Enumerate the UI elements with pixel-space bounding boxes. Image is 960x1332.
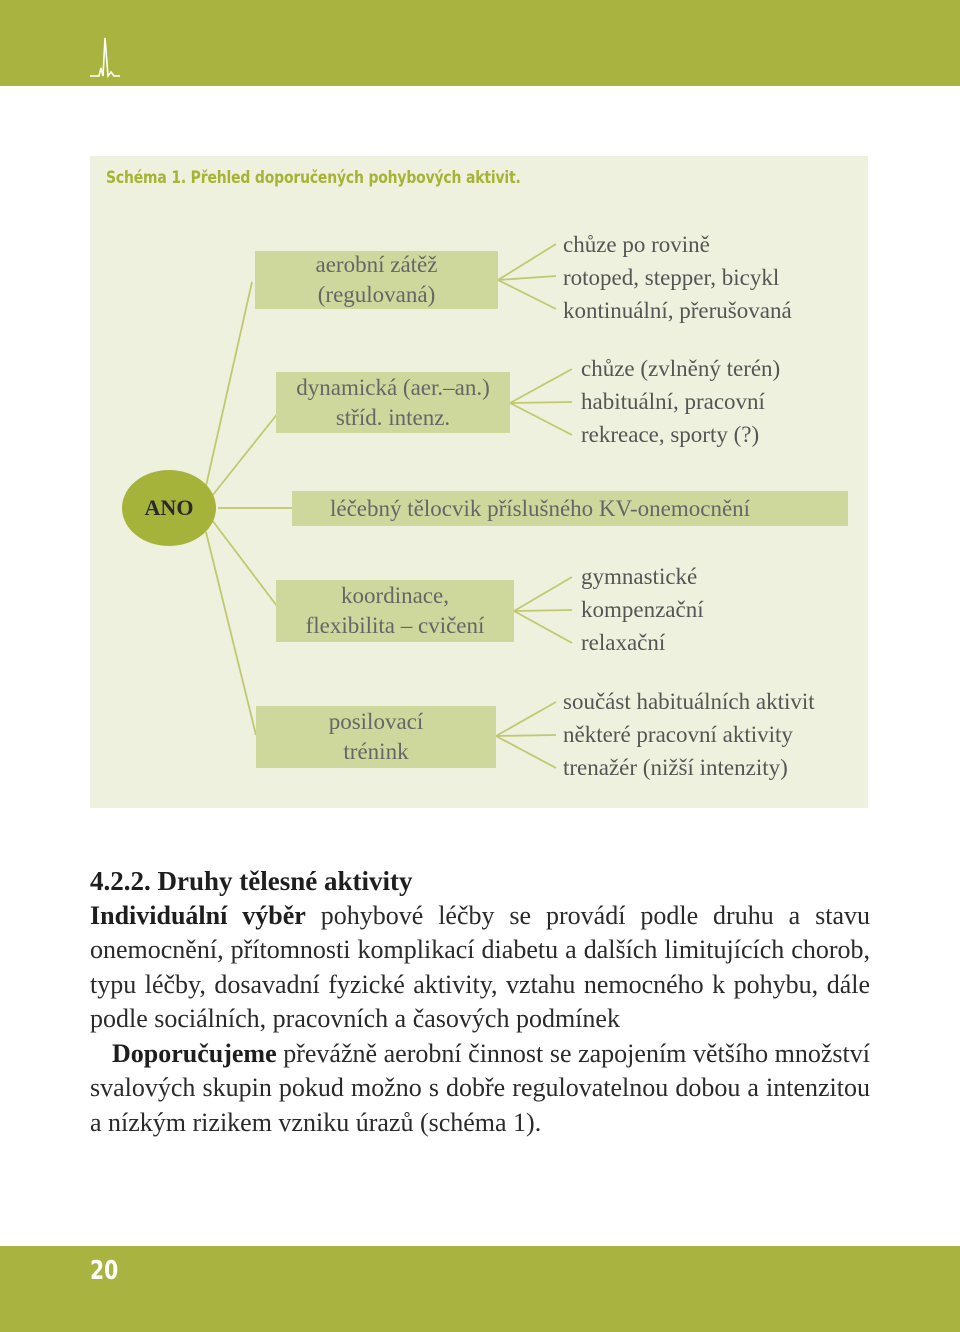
leaf-item: součást habituálních aktivit	[563, 689, 815, 714]
paragraph-2-bold: Doporučujeme	[112, 1038, 277, 1068]
node-strength-line-2: trénink	[343, 739, 409, 764]
node-strength-line-1: posilovací	[328, 709, 424, 734]
leaf-item: chůze (zvlněný terén)	[581, 356, 781, 381]
node-aerobic-line-1: aerobní zátěž	[315, 252, 438, 277]
node-treatment: léčebný tělocvik příslušného KV-onemocnění	[292, 491, 848, 526]
paragraph-2-text: převážně aerobní činnost se zapojením většího množství svalových skupin pokud možno s dobře regulovatelnou dobou a intenzitou a nízkým rizikem vzniku úrazů (schéma 1).	[90, 1038, 870, 1137]
body-text	[90, 864, 870, 1140]
leaf-item: habituální, pracovní	[581, 389, 765, 414]
leaf-item: trenažér (nižší intenzity)	[563, 755, 788, 780]
node-aerobic	[255, 251, 498, 309]
leaf-item: rotoped, stepper, bicykl	[563, 265, 780, 290]
paragraphs	[90, 899, 870, 1141]
leaves-coordination	[581, 560, 704, 659]
node-coordination	[276, 580, 514, 642]
leaves-strength	[563, 685, 815, 784]
leaf-item: kontinuální, přerušovaná	[563, 298, 792, 323]
node-coordination-line-1: koordinace,	[341, 583, 449, 608]
section-heading: 4.2.2. Druhy tělesné aktivity	[90, 866, 413, 896]
root-node-ano: ANO	[122, 470, 216, 546]
leaf-item: gymnastické	[581, 564, 698, 589]
page-number: 20	[90, 1256, 119, 1286]
leaf-item: chůze po rovině	[563, 232, 710, 257]
leaves-aerobic	[563, 228, 792, 327]
paragraph-1-text: pohybové léčby se provádí podle druhu a stavu onemocnění, přítomnosti komplikací diabetu a dalších limitujících chorob, typu léčby, dosavadní fyzické aktivity, vztahu nemocného k pohybu, dále podle sociálních, pracovních a časových podmínek	[90, 900, 870, 1033]
leaf-item: některé pracovní aktivity	[563, 722, 793, 747]
leaf-item: kompenzační	[581, 597, 704, 622]
leaf-item: relaxační	[581, 630, 666, 655]
node-strength	[256, 706, 496, 768]
node-dynamic-line-2: stříd. intenz.	[335, 404, 451, 430]
node-aerobic-line-2: (regulovaná)	[317, 282, 436, 307]
node-dynamic-line-1: dynamická (aer.–an.)	[296, 374, 490, 400]
leaf-item: rekreace, sporty (?)	[581, 422, 760, 447]
node-dynamic	[276, 372, 510, 433]
schema-title: Schéma 1. Přehled doporučených pohybových aktivit.	[106, 168, 521, 188]
footer-bar	[0, 1246, 960, 1332]
paragraph-1-bold: Individuální výběr	[90, 900, 306, 930]
paragraph-2	[90, 1037, 870, 1141]
leaves-dynamic	[581, 352, 780, 451]
paragraph-1	[90, 899, 870, 1037]
node-coordination-line-2: flexibilita – cvičení	[305, 613, 485, 638]
